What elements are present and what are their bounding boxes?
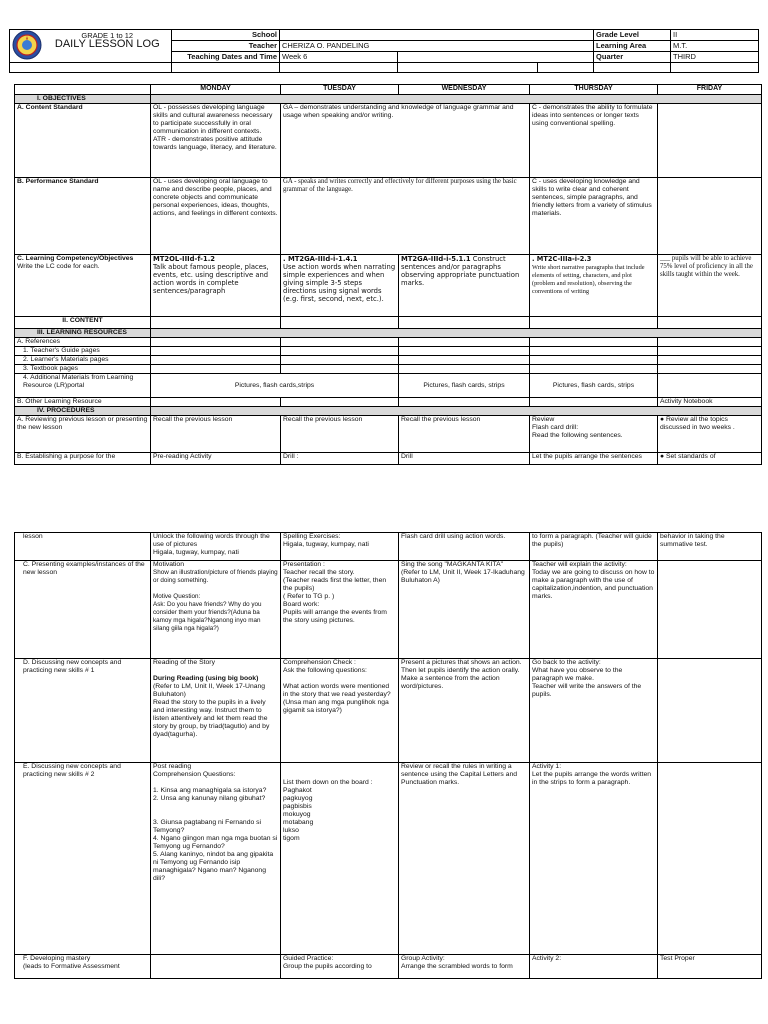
presenting-fri [658,561,762,659]
teacher-value: CHERIZA O. PANDELING [280,41,594,52]
discussing1-mon-title: Reading of the Story [153,659,215,666]
purpose-cont-label: lesson [15,533,151,561]
other-resource-label: B. Other Learning Resource [15,398,151,407]
cell [399,365,530,374]
learning-area-value: M.T. [671,41,759,52]
purpose-cont-wed: Flash card drill using action words. [399,533,530,561]
school-label: School [172,30,280,41]
presenting-thu: Teacher will explain the activity: Today we are going to discuss on how to make a paragraph with the use of capitalization,indention, and punctuation marks. [530,561,658,659]
discussing1-thu: Go back to the activity: What have you observe to the paragraph we make. Teacher will write the answers of the pupils. [530,659,658,763]
content-cell [530,317,658,329]
cell [151,398,281,407]
purpose-label: B. Establishing a purpose for the [15,453,151,465]
discussing1-tue: Comprehension Check : Ask the following questions: What action words were mentioned in the story that we read yesterday? (Unsa man ang mga punglihok nga gigamit sa istorya?) [281,659,399,763]
discussing2-tue: List them down on the board : Paghakot pagkuyog pagbisbis mokuyog motabang lukso tigom [281,763,399,955]
grade-level-value: II [671,30,759,41]
competency-tue [281,255,399,317]
competency-thu-code: . MT2C-IIIa-i-2.3 [532,255,592,263]
discussing1-mon-during: During Reading (using big book) [153,675,259,682]
cell [281,356,399,365]
header-table [9,29,759,73]
purpose-cont-fri: behavior in taking the summative test. [658,533,762,561]
cell [530,365,658,374]
mastery-thu: Activity 2: [530,955,658,979]
header-blank [538,63,594,73]
presenting-mon [151,561,281,659]
competency-mon [151,255,281,317]
cell [658,365,762,374]
competency-wed-code: MT2GA-IIId-i-5.1.1 [401,255,471,263]
other-resource-fri: Activity Notebook [658,398,762,407]
competency-mon-text: Talk about famous people, places, events, etc. using descriptive and action words in complete sentences/paragraph [153,263,269,295]
presenting-wed: Sing the song "MAGKANTA KITA" (Refer to LM, Unit II, Week 17-Ikaduhang Buluhaton A) [399,561,530,659]
additional-thu: Pictures, flash cards, strips [530,374,658,398]
cell [151,356,281,365]
grade-level-label: Grade Level [594,30,671,41]
discussing2-label: E. Discussing new concepts and practicing new skills # 2 [15,763,151,955]
cell [530,356,658,365]
page-title: DAILY LESSON LOG [54,38,160,50]
section-procedures: IV. PROCEDURES [15,407,151,416]
header-blank [398,63,538,73]
cell [399,347,530,356]
section-fill [151,95,762,104]
additional-materials-label: 4. Additional Materials from Learning Resource (LR)portal [15,374,151,398]
purpose-thu: Let the pupils arrange the sentences [530,453,658,465]
review-wed: Recall the previous lesson [399,416,530,453]
performance-standard-mon: OL - uses developing oral language to name and describe people, places, and concrete objects and communicate personal experiences, ideas, thoughts, actions, and feelings in different contexts. [151,178,281,255]
discussing1-wed: Present a pictures that shows an action. Then let pupils identify the action orally. Make a sentence from the action word/pictures. [399,659,530,763]
additional-fri [658,374,762,398]
content-cell [399,317,530,329]
section-fill [151,407,762,416]
dates-value: Week 6 [280,52,398,63]
mastery-fri: Test Proper [658,955,762,979]
competency-label: C. Learning Competency/Objectives [17,255,134,262]
discussing2-wed: Review or recall the rules in writing a sentence using the Capital Letters and Punctuation marks. [399,763,530,955]
mastery-wed: Group Activity: Arrange the scrambled words to form [399,955,530,979]
additional-mon-tue: Pictures, flash cards,strips [151,374,399,398]
review-tue: Recall the previous lesson [281,416,399,453]
presenting-mon-motive: Motive Question: [153,593,201,600]
discussing1-mon-text: (Refer to LM, Unit II, Week 17-Unang Buluhaton) Read the story to the pupils in a lively and interesting way. Instruct them to listen attentively and let them read the story by group, by triad(tagutlo) and by dyad(tagurha). [153,683,270,738]
competency-fri: ___ pupils will be able to achieve 75% level of proficiency in all the skills taught within the week. [658,255,762,317]
cell [658,347,762,356]
section-resources: III. LEARNING RESOURCES [15,329,151,338]
textbook-pages-label: 3. Textbook pages [15,365,151,374]
competency-mon-code: MT2OL-IIId-f-1.2 [153,255,216,263]
day-header-thursday: THURSDAY [530,85,658,95]
day-header-blank [15,85,151,95]
performance-standard-fri [658,178,762,255]
grade-range: GRADE 1 to 12 [81,31,134,40]
deped-seal-cell [10,30,44,63]
dates-label: Teaching Dates and Time [172,52,280,63]
competency-sublabel: Write the LC code for each. [17,263,100,270]
cell [658,356,762,365]
content-label: II. CONTENT [15,317,151,329]
content-standard-fri [658,104,762,178]
content-cell [281,317,399,329]
discussing1-mon [151,659,281,763]
purpose-fri: ● Set standards of [658,453,762,465]
teacher-label: Teacher [172,41,280,52]
performance-standard-label: B. Performance Standard [15,178,151,255]
review-mon: Recall the previous lesson [151,416,281,453]
competency-wed [399,255,530,317]
cell [399,338,530,347]
lesson-table-page-2 [14,532,762,979]
day-header-tuesday: TUESDAY [281,85,399,95]
cell [281,365,399,374]
content-standard-label: A. Content Standard [15,104,151,178]
mastery-tue: Guided Practice: Group the pupils according to [281,955,399,979]
content-standard-thu: C - demonstrates the ability to formulate ideas into sentences or longer texts using conventional spelling. [530,104,658,178]
purpose-wed: Drill [399,453,530,465]
cell [399,356,530,365]
day-header-friday: FRIDAY [658,85,762,95]
cell [281,347,399,356]
lm-pages-label: 2. Learner's Materials pages [15,356,151,365]
competency-wed-text: Construct sentences and/or paragraphs observing appropriate punctuation marks. [401,255,520,287]
discussing1-fri [658,659,762,763]
day-header-wednesday: WEDNESDAY [399,85,530,95]
deped-seal-icon [12,30,42,60]
presenting-label: C. Presenting examples/instances of the new lesson [15,561,151,659]
section-fill [151,329,762,338]
quarter-label: Quarter [594,52,671,63]
school-value [280,30,594,41]
review-fri: ● Review all the topics discussed in two weeks . [658,416,762,453]
presenting-tue: Presentation : Teacher recall the story. (Teacher reads first the letter, then the pupils) ( Refer to TG p. ) Board work: Pupils will arrange the events from the story using pictures. [281,561,399,659]
review-thu: Review Flash card drill: Read the following sentences. [530,416,658,453]
header-blank [172,63,280,73]
header-blank [671,63,759,73]
cell [281,398,399,407]
references-label: A. References [15,338,151,347]
title-cell [44,30,172,63]
quarter-value: THIRD [671,52,759,63]
discussing2-mon: Post reading Comprehension Questions: 1. Kinsa ang managhigala sa istorya? 2. Unsa ang kanunay nilang gibuhat? 3. Giunsa pagtabang ni Fernando si Temyong? 4. Ngano giingon man nga mga buotan si Temyong ug Fernando? 5. Alang kaninyo, nindot ba ang gipakita ni Temyong ug Fernando isip managhigala? Ngano man? Nganong dili? [151,763,281,955]
learning-area-label: Learning Area [594,41,671,52]
purpose-cont-thu: to form a paragraph. (Teacher will guide the pupils) [530,533,658,561]
cell [530,338,658,347]
section-objectives: I. OBJECTIVES [15,95,151,104]
content-cell [658,317,762,329]
discussing2-fri [658,763,762,955]
discussing2-thu: Activity 1: Let the pupils arrange the words written in the strips to form a paragraph. [530,763,658,955]
competency-tue-code: . MT2GA-IIId-i-1.4.1 [283,255,358,263]
content-cell [151,317,281,329]
competency-label-cell [15,255,151,317]
page-gap [0,484,768,528]
discussing1-label: D. Discussing new concepts and practicing new skills # 1 [15,659,151,763]
purpose-cont-mon: Unlock the following words through the use of pictures Higala, tugway, kumpay, nati [151,533,281,561]
cell [530,347,658,356]
header-blank [594,63,671,73]
purpose-mon: Pre-reading Activity [151,453,281,465]
day-header-monday: MONDAY [151,85,281,95]
purpose-cont-tue: Spelling Exercises: Higala, tugway, kumpay, nati [281,533,399,561]
competency-thu-text: Write short narrative paragraphs that include elements of setting, characters, and plot (problem and resolution), observing the conventions of writing [532,264,645,295]
page-1 [0,0,768,484]
mastery-mon [151,955,281,979]
cell [399,398,530,407]
competency-thu [530,255,658,317]
competency-tue-text: Use action words when narrating simple experiences and when giving simple 3-5 steps directions using signal words (e.g. first, second, next, etc.). [283,263,396,303]
presenting-mon-ask: Ask: Do you have friends? Why do you consider them your friends?(Aduna ba kamoy mga higala?Nganong inyo man silang giila nga higala?) [153,601,262,632]
lesson-table-page-1 [14,84,762,465]
page-2 [0,528,768,1024]
header-blank [10,63,172,73]
tg-pages-label: 1. Teacher's Guide pages [15,347,151,356]
presenting-mon-show: Show an illustration/picture of friends playing or doing something. [153,569,278,584]
content-standard-mon: OL - possesses developing language skills and cultural awareness necessary to participate successfully in oral communication in different contexts. ATR - demonstrates positive attitude towards language, literacy, and literature. [151,104,281,178]
cell [281,338,399,347]
cell [151,338,281,347]
cell [530,398,658,407]
cell [151,347,281,356]
additional-wed: Pictures, flash cards, strips [399,374,530,398]
performance-standard-thu: C - uses developing knowledge and skills to write clear and coherent sentences, simple paragraphs, and friendly letters from a variety of stimulus materials. [530,178,658,255]
mastery-label: F. Developing mastery (leads to Formative Assessment [15,955,151,979]
header-blank [280,63,398,73]
purpose-tue: Drill : [281,453,399,465]
cell [151,365,281,374]
review-label: A. Reviewing previous lesson or presenting the new lesson [15,416,151,453]
presenting-mon-motivation: Motivation [153,561,184,568]
dates-extra [398,52,594,63]
performance-standard-tue-wed: GA - speaks and writes correctly and effectively for different purposes using the basic grammar of the language. [281,178,530,255]
content-standard-tue-wed: GA – demonstrates understanding and knowledge of language grammar and usage when speaking and/or writing. [281,104,530,178]
cell [658,338,762,347]
